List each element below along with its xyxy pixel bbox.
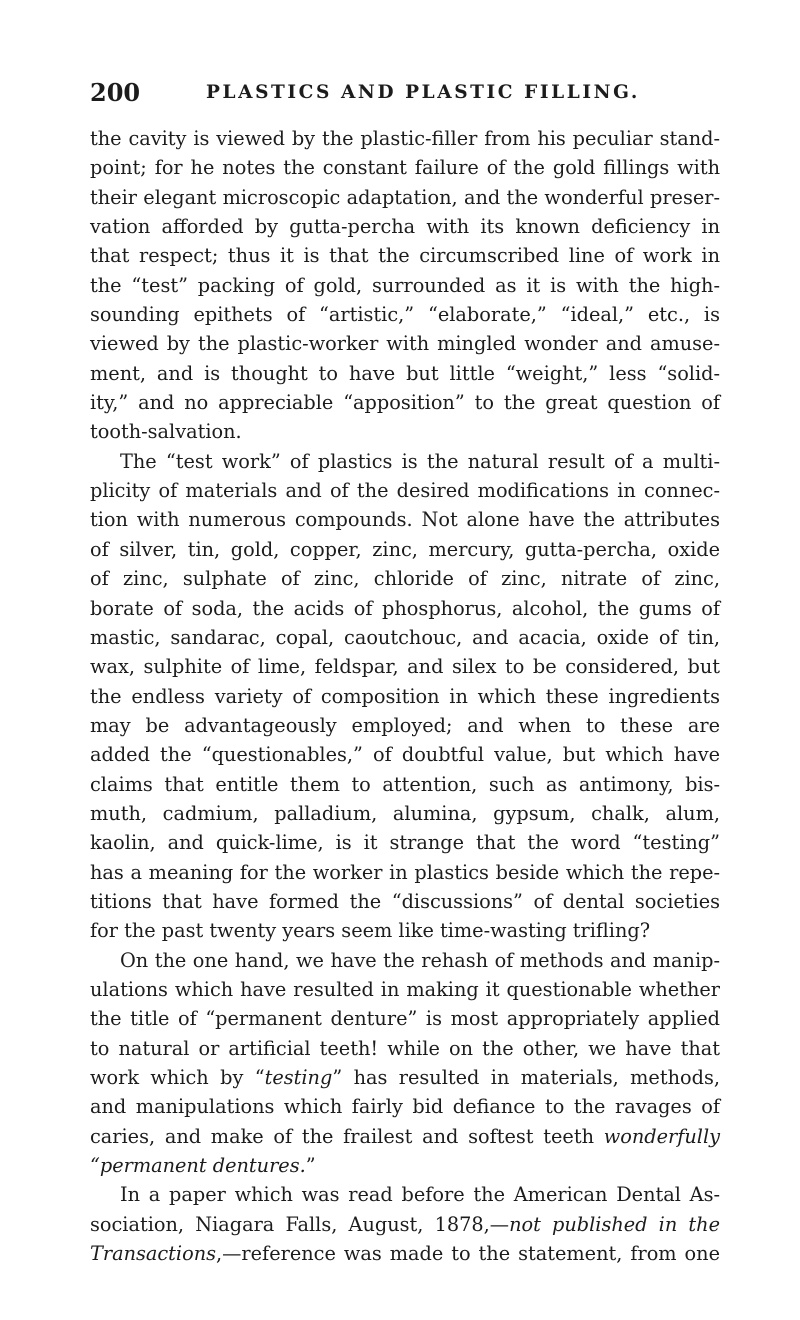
body-text	[90, 124, 720, 1268]
text-segment: viewed by the plastic-worker with mingled wonder and amuse-	[90, 332, 720, 356]
text-line	[90, 652, 720, 681]
text-segment: ment, and is thought to have but little “weight,” less “solid-	[90, 361, 720, 385]
text-line	[90, 505, 720, 534]
text-segment: for the past twenty years seem like time-wasting trifling?	[90, 919, 651, 943]
text-line	[90, 212, 720, 241]
text-line	[90, 1180, 720, 1209]
text-line	[90, 1092, 720, 1121]
text-line	[90, 682, 720, 711]
text-segment: ity,” and no appreciable “apposition” to the great question of	[90, 391, 720, 415]
text-line	[90, 447, 720, 476]
text-line	[90, 271, 720, 300]
text-line	[90, 1239, 720, 1268]
text-segment: The “test work” of plastics is the natural result of a multi-	[120, 449, 720, 473]
text-segment: ” has resulted in materials, methods,	[332, 1066, 720, 1089]
text-segment: wax, sulphite of lime, feldspar, and silex to be considered, but	[90, 655, 720, 679]
text-segment: titions that have formed the “discussions” of dental societies	[90, 889, 720, 913]
text-segment: tion with numerous compounds. Not alone have the attributes	[90, 508, 720, 532]
text-line	[90, 1063, 720, 1092]
text-line	[90, 770, 720, 799]
text-line	[90, 1004, 720, 1033]
text-line	[90, 1034, 720, 1063]
text-line	[90, 828, 720, 857]
text-line	[90, 740, 720, 769]
text-segment: that respect; thus it is that the circumscribed line of work in	[90, 244, 720, 268]
text-segment: the cavity is viewed by the plastic-filler from his peculiar stand-	[90, 127, 720, 150]
text-line	[90, 476, 720, 505]
text-line	[90, 124, 720, 153]
page-header	[90, 78, 720, 114]
text-line	[90, 887, 720, 916]
text-segment: the “test” packing of gold, surrounded as it is with the high-	[90, 273, 720, 297]
text-line	[90, 858, 720, 887]
text-line	[90, 417, 720, 446]
text-segment: point; for he notes the constant failure of the gold fillings with	[90, 156, 720, 180]
text-segment: kaolin, and quick-lime, is it strange that the word “testing”	[90, 831, 720, 855]
text-segment: claims that entitle them to attention, such as antimony, bis-	[90, 772, 720, 796]
italic-text: testing	[264, 1066, 333, 1089]
text-line	[90, 916, 720, 945]
text-segment: the title of “permanent denture” is most appropriately applied	[90, 1007, 720, 1031]
text-segment: vation afforded by gutta-percha with its known deficiency in	[90, 215, 720, 239]
text-segment: On the one hand, we have the rehash of methods and manip-	[120, 948, 720, 972]
text-line	[90, 329, 720, 358]
text-line	[90, 711, 720, 740]
text-line	[90, 535, 720, 564]
text-line	[90, 388, 720, 417]
text-segment: may be advantageously employed; and when to these are	[90, 713, 720, 737]
italic-text: not published in the	[509, 1212, 720, 1236]
text-segment: ”	[305, 1154, 316, 1178]
text-segment: borate of soda, the acids of phosphorus, alcohol, the gums of	[90, 596, 720, 620]
text-segment: In a paper which was read before the American Dental As-	[120, 1183, 720, 1207]
text-segment: to natural or artificial teeth! while on the other, we have that	[90, 1036, 720, 1060]
text-segment: tooth-salvation.	[90, 420, 242, 444]
running-title: PLASTICS AND PLASTIC FILLING.	[206, 82, 640, 103]
text-line	[90, 1151, 720, 1180]
italic-text: wonderfully	[603, 1124, 720, 1148]
text-segment: and manipulations which fairly bid defiance to the ravages of	[90, 1095, 720, 1119]
text-segment: added the “questionables,” of doubtful value, but which have	[90, 743, 720, 767]
text-line	[90, 623, 720, 652]
text-line	[90, 241, 720, 270]
text-segment: ,—reference was made to the statement, from one	[216, 1242, 720, 1266]
text-segment: of silver, tin, gold, copper, zinc, mercury, gutta-percha, oxide	[90, 537, 720, 561]
text-line	[90, 359, 720, 388]
italic-text: Transactions	[90, 1242, 217, 1266]
text-segment: work which by “	[90, 1066, 265, 1089]
text-line	[90, 946, 720, 975]
text-segment: muth, cadmium, palladium, alumina, gypsum, chalk, alum,	[90, 801, 720, 825]
text-segment: caries, and make of the frailest and softest teeth	[90, 1124, 604, 1148]
text-segment: mastic, sandarac, copal, caoutchouc, and acacia, oxide of tin,	[90, 625, 720, 649]
text-segment: of zinc, sulphate of zinc, chloride of zinc, nitrate of zinc,	[90, 567, 720, 591]
text-segment: their elegant microscopic adaptation, and the wonderful preser-	[90, 185, 720, 209]
text-segment: ulations which have resulted in making it questionable whether	[90, 977, 720, 1001]
text-line	[90, 975, 720, 1004]
text-segment: sociation, Niagara Falls, August, 1878,—	[90, 1212, 510, 1236]
text-line	[90, 1122, 720, 1151]
text-line	[90, 594, 720, 623]
text-line	[90, 564, 720, 593]
text-line	[90, 153, 720, 182]
text-segment: has a meaning for the worker in plastics beside which the repe-	[90, 860, 720, 884]
text-segment: sounding epithets of “artistic,” “elaborate,” “ideal,” etc., is	[90, 303, 720, 327]
text-line	[90, 183, 720, 212]
text-line	[90, 300, 720, 329]
text-segment: the endless variety of composition in which these ingredients	[90, 684, 720, 708]
italic-text: “permanent dentures.	[90, 1154, 306, 1178]
text-line	[90, 799, 720, 828]
text-segment: plicity of materials and of the desired modifications in connec-	[90, 479, 720, 503]
page-number: 200	[90, 78, 141, 107]
text-line	[90, 1210, 720, 1239]
